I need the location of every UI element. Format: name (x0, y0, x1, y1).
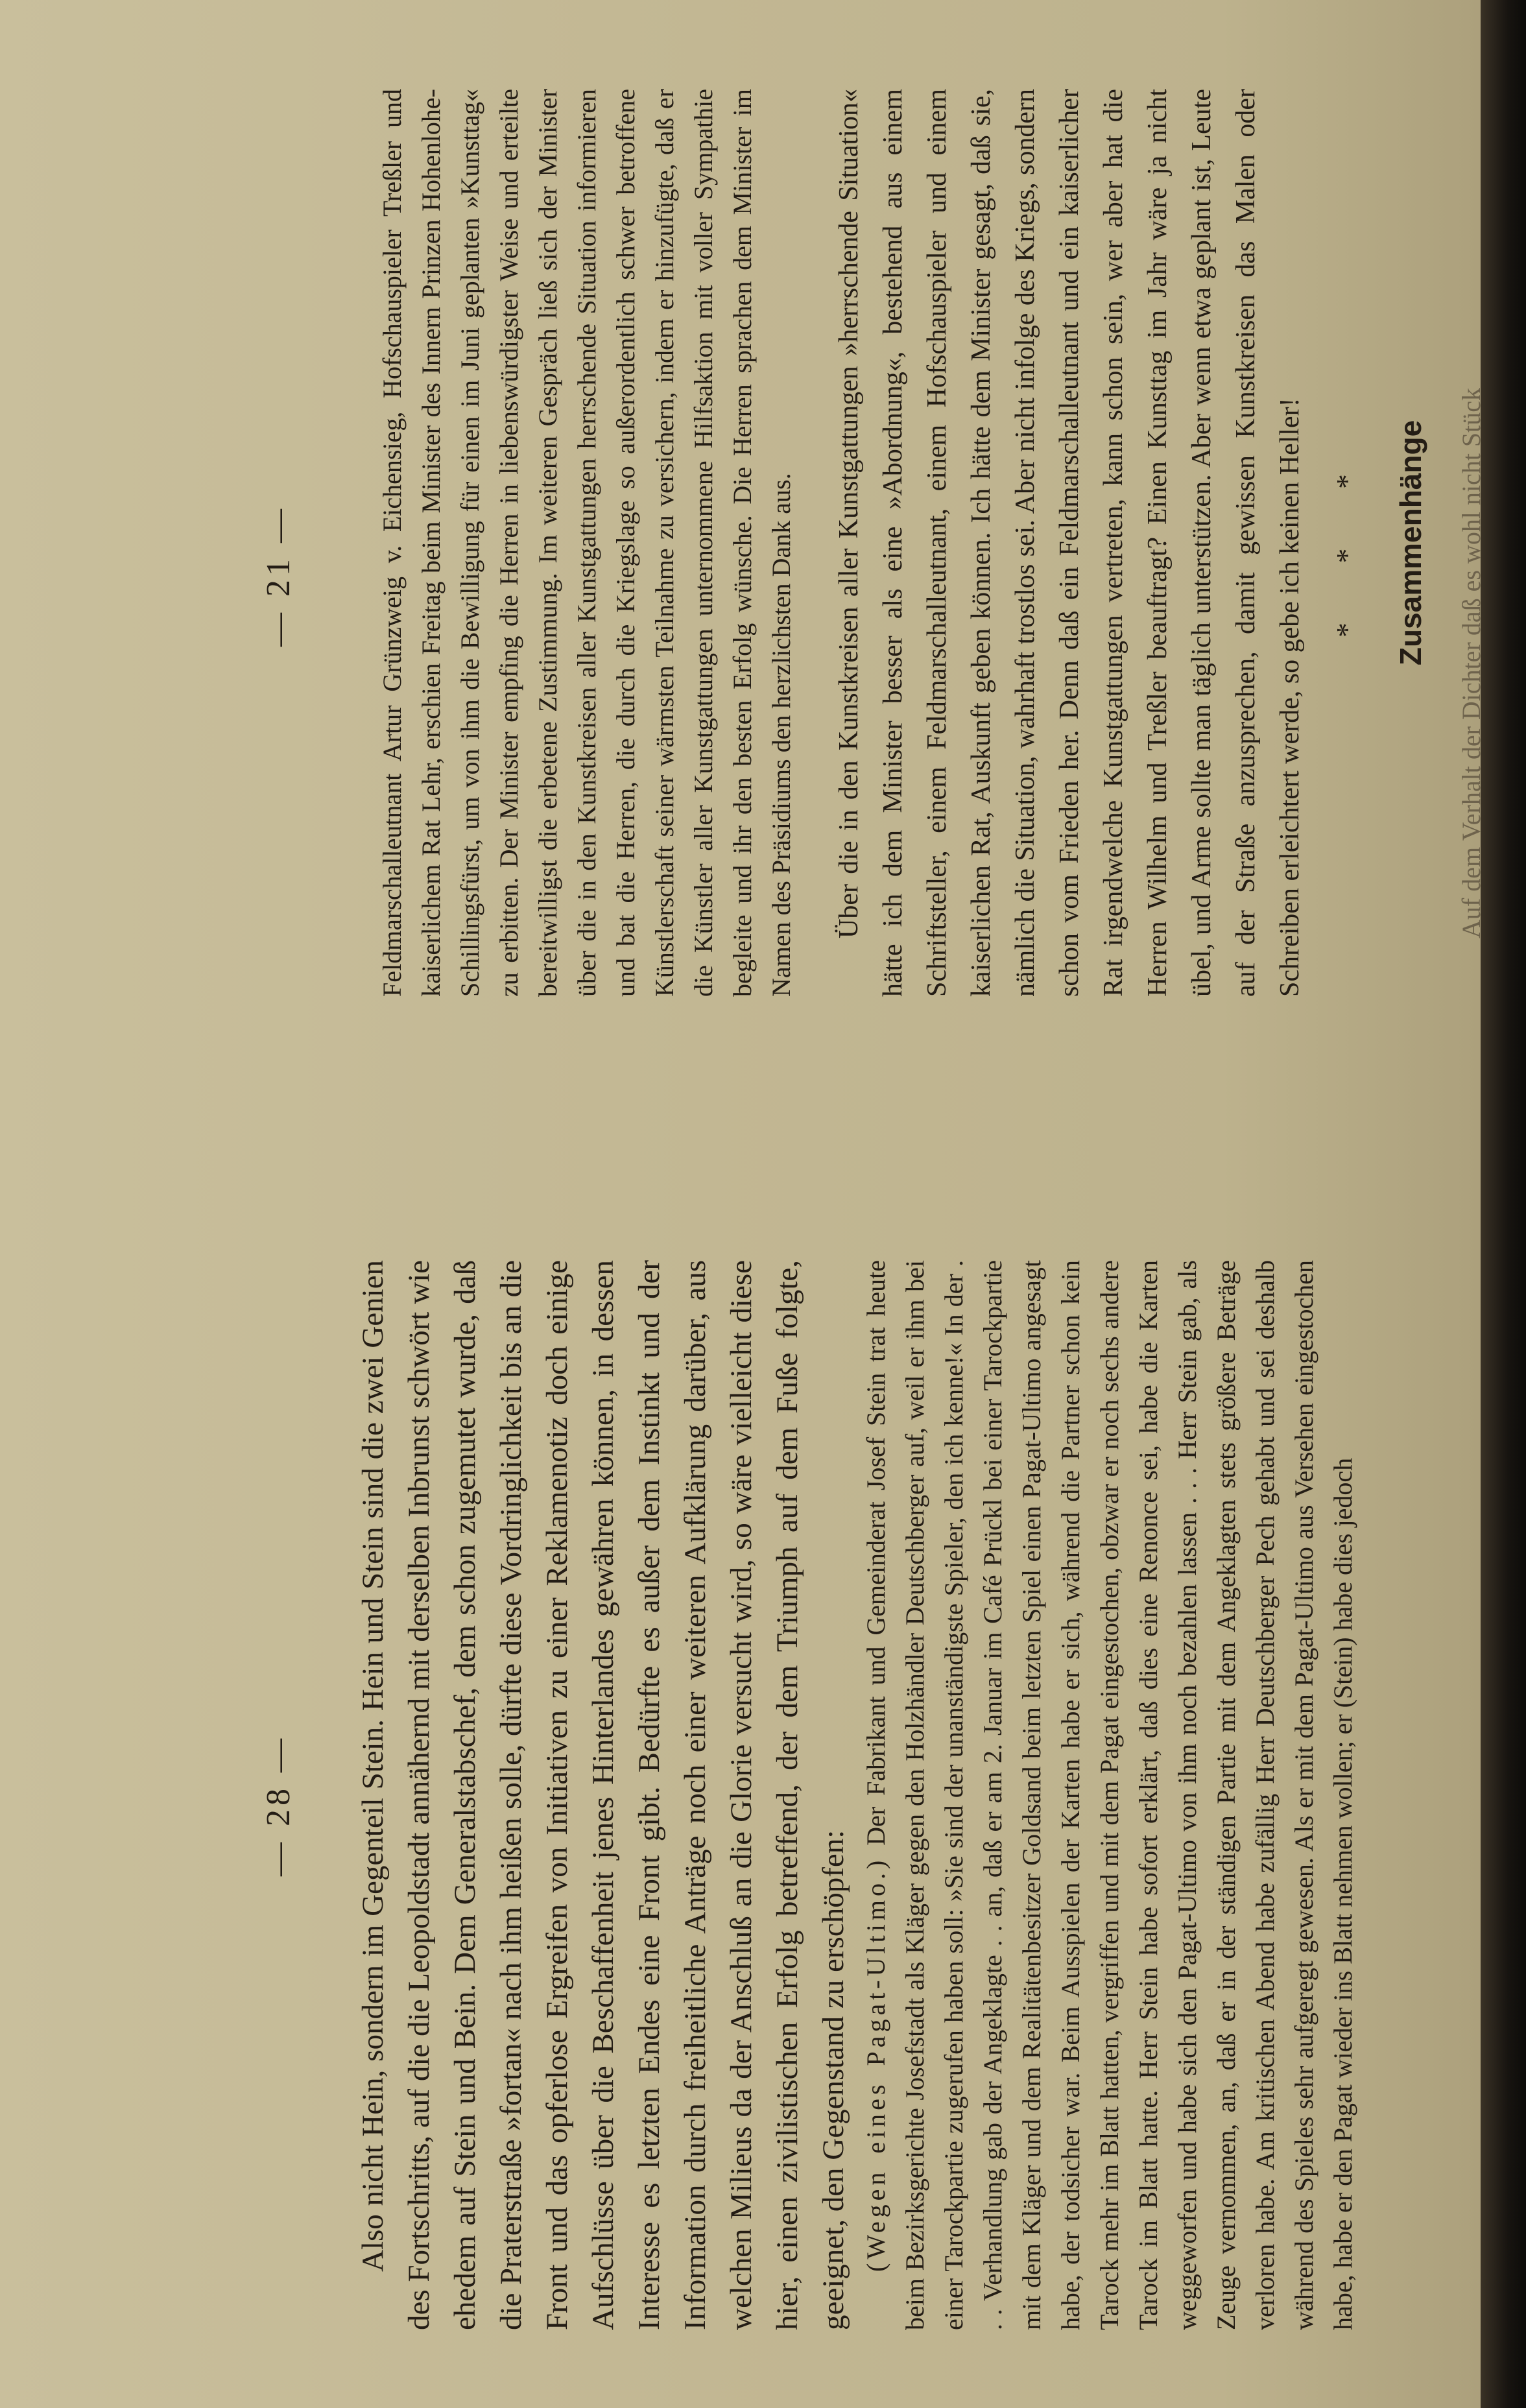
page-number: — 28 — (260, 1735, 297, 1876)
page-number: — 21 — (260, 505, 297, 647)
paragraph: Also nicht Hein, sondern im Gegenteil Stein. Hein und Stein sind die zwei Genien des Fortschritts, auf die die Leopoldstadt annähernd mit derselben Inbrunst schwört wie ehedem auf Stein und Bein. Dem Generalstabschef, dem schon zugemutet wurde, daß die Praterstraße »fortan« nach ihm heißen solle, dürfte diese Vordringlichkeit bis an die Front und das opferlose Ergreifen von Initiativen zu einer Reklamenotiz doch einige Aufschlüsse über die Beschaffenheit jenes Hinterlandes gewähren können, in dessen Interesse es letzten Endes eine Front gibt. Bedürfte es außer dem Instinkt und der Information durch freiheitliche Anträge noch einer weiteren Aufklärung darüber, aus welchen Milieus da der Anschluß an die Glorie versucht wird, so wäre vielleicht diese hier, einen zivilistischen Erfolg betreffend, der dem Triumph auf dem Fuße folgte, geeignet, den Gegenstand zu erschöpfen: (356, 1260, 850, 2330)
court-report (857, 1260, 1363, 2330)
case-text: Der Fabrikant und Gemeinderat Josef Stein trat heute beim Bezirksgerichte Josefstadt als Kläger gegen den Holzhändler Deutschberger auf, weil er ihm bei einer Tarockpartie zugerufen haben soll: »Sie sind der unanständigste Spieler, den ich kenne!« In der . . . Verhandlung gab der Angeklagte . . an, daß er am 2. Januar im Café Prückl bei einer Tarockpartie mit dem Kläger und dem Realitätenbesitzer Goldsand beim letzten Spiel einen Pagat-Ultimo angesagt habe, der todsicher war. Beim Ausspielen der Karten habe er sich, während die Partner schon kein Tarock mehr im Blatt hatten, vergriffen und mit dem Pagat eingestochen, obzwar er noch sechs andere Tarock im Blatt hatte. Herr Stein habe sofort erklärt, daß dies eine Renonce sei, habe die Karten weggeworfen und habe sich den Pagat-Ultimo von ihm noch bezahlen lassen . . . Herr Stein gab, als Zeuge vernommen, an, daß er in der ständigen Partie mit dem Angeklagten stets größere Beträge verloren habe. Am kritischen Abend habe zufällig Herr Deutschberger Pech gehabt und sei deshalb während des Spieles sehr aufgeregt gewesen. Als er mit dem Pagat-Ultimo aus Versehen eingestochen habe, habe er den Pagat wieder ins Blatt nehmen wollen; er (Stein) habe dies jedoch (861, 1259, 1357, 2330)
text-column (373, 89, 1491, 997)
case-heading: (Wegen eines Pagat-Ultimo.) (861, 1856, 890, 2272)
section-title: Zusammenhänge (1394, 420, 1427, 666)
text-column (350, 1260, 1363, 2330)
page-28 (0, 1204, 1526, 2408)
cut-off-line: Auf dem Verhalt der Dichter daß es wohl nicht Stück (1457, 387, 1486, 938)
paragraph: Feldmarschalleutnant Artur Grünzweig v. Eichensieg, Hofschauspieler Treßler und kaiserlichem Rat Lehr, erschien Freitag beim Minister des Innern Prinzen Hohenlohe-Schillingsfürst, um von ihm die Bewilligung für einen im Juni geplanten »Kunsttag« zu erbitten. Der Minister empfing die Herren in liebenswürdigster Weise und erteilte bereitwilligst die erbetene Zustimmung. Im weiteren Gespräch ließ sich der Minister über die in den Kunstkreisen aller Kunstgattungen herrschende Situation informieren und bat die Herren, die durch die Kriegslage so außerordentlich schwer betroffene Künstlerschaft seiner wärmsten Teilnahme zu versichern, indem er hinzufügte, daß er die Künstler aller Kunstgattungen unternommene Hilfsaktion mit voller Sympathie begleite und ihr den besten Erfolg wünsche. Die Herren sprachen dem Minister im Namen des Präsidiums den herzlichsten Dank aus. (377, 89, 796, 997)
section-separator: * * * (1330, 448, 1363, 638)
paragraph: Über die in den Kunstkreisen aller Kunstgattungen »herrschende Situation« hätte ich dem Minister besser als eine »Abordnung«, bestehend aus einem Schriftsteller, einem Feldmarschalleutnant, einem Hofschauspieler und einem kaiserlichen Rat, Auskunft geben können. Ich hätte dem Minister gesagt, daß sie, nämlich die Situation, wahrhaft trostlos sei. Aber nicht infolge des Kriegs, sondern schon vom Frieden her. Denn daß ein Feldmarschalleutnant und ein kaiserlicher Rat irgendwelche Kunstgattungen vertreten, kann schon sein, wer aber hat die Herren Wilhelm und Treßler beauftragt? Einen Kunsttag im Jahr wäre ja nicht übel, und Arme sollte man täglich unterstützen. Aber wenn etwa geplant ist, Leute auf der Straße anzusprechen, damit gewissen Kunstkreisen das Malen oder Schreiben erleichtert werde, so gebe ich keinen Heller! (834, 89, 1305, 997)
